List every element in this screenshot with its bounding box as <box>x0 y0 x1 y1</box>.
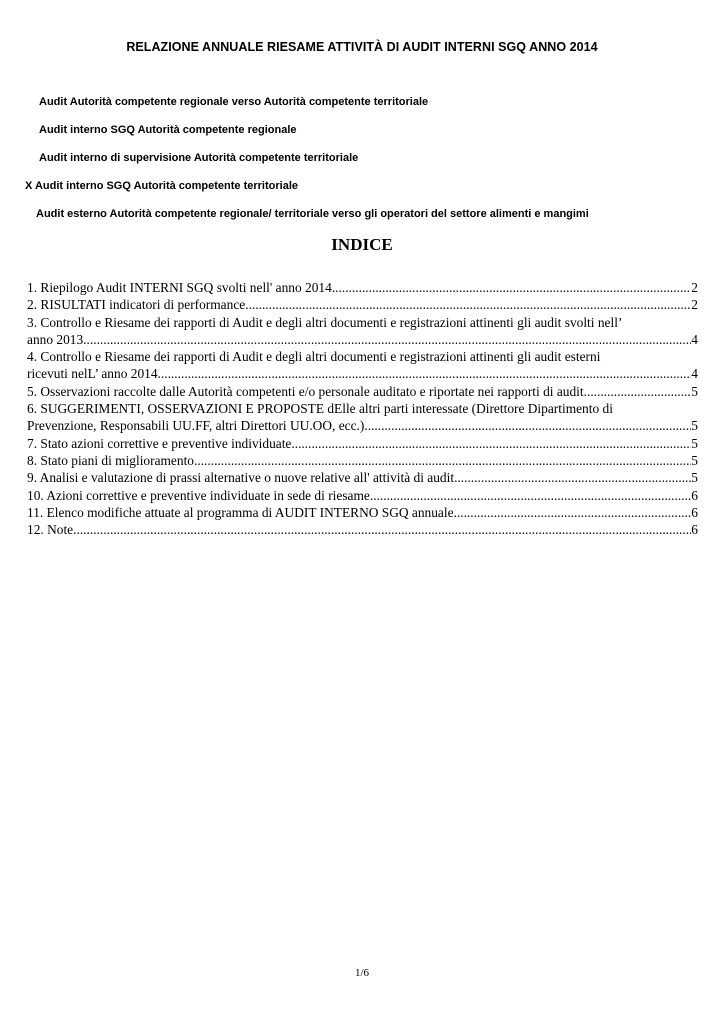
toc-entry-text: ricevuti nelL’ anno 2014 <box>27 366 158 382</box>
toc-entry-text-line1: 6. SUGGERIMENTI, OSSERVAZIONI E PROPOSTE dElle altri parti interessate (Direttore Dipartimento di <box>27 401 613 417</box>
toc-page-number: 5 <box>691 452 698 468</box>
toc-page-number: 4 <box>691 366 698 382</box>
toc-leader-dots <box>83 331 691 348</box>
toc-page-number: 2 <box>691 280 698 295</box>
toc-page-number: 5 <box>691 435 698 451</box>
toc-entry-9[interactable] <box>27 469 698 486</box>
toc-page-number: 5 <box>691 418 698 434</box>
toc-entry-4[interactable] <box>27 348 698 383</box>
toc-leader-dots <box>370 487 691 504</box>
toc-leader-dots <box>332 279 691 296</box>
toc-entry-2[interactable] <box>27 296 698 313</box>
toc-page-number: 6 <box>691 487 698 503</box>
toc-entry-text: anno 2013 <box>27 331 84 347</box>
table-of-contents <box>27 279 698 538</box>
toc-leader-dots <box>194 452 691 469</box>
page-number-footer: 1/6 <box>354 967 370 979</box>
toc-page-number: 2 <box>691 297 698 313</box>
audit-option-internal-territorial-selected: X Audit interno SGQ Autorità competente territoriale <box>25 180 298 192</box>
toc-page-number: 6 <box>691 522 698 538</box>
toc-entry-12[interactable] <box>27 521 698 538</box>
toc-entry-8[interactable] <box>27 452 698 469</box>
toc-leader-dots <box>73 521 691 538</box>
toc-page-number: 5 <box>691 383 698 399</box>
toc-entry-3[interactable] <box>27 314 698 349</box>
toc-page-number: 6 <box>691 504 698 520</box>
toc-entry-text: 7. Stato azioni correttive e preventive individuate <box>27 435 292 451</box>
document-title: RELAZIONE ANNUALE RIESAME ATTIVITÀ DI AUDIT INTERNI SGQ ANNO 2014 <box>126 40 598 54</box>
toc-entry-5[interactable] <box>27 383 698 400</box>
toc-leader-dots <box>584 383 692 400</box>
toc-entry-1[interactable] <box>27 279 698 296</box>
audit-option-external: Audit esterno Autorità competente regionale/ territoriale verso gli operatori del settore alimenti e mangimi <box>36 208 589 220</box>
toc-entry-text: 2. RISULTATI indicatori di performance <box>27 297 246 313</box>
toc-entry-text: 11. Elenco modifiche attuate al programma di AUDIT INTERNO SGQ annuale <box>27 504 454 520</box>
toc-entry-text: 9. Analisi e valutazione di prassi alternative o nuove relative all' attività di audit <box>27 470 455 486</box>
toc-entry-text: 12. Note <box>27 522 74 538</box>
toc-entry-text: Prevenzione, Responsabili UU.FF, altri Direttori UU.OO, ecc.) <box>27 418 365 434</box>
toc-leader-dots <box>364 417 691 434</box>
toc-entry-10[interactable] <box>27 487 698 504</box>
toc-entry-text: 1. Riepilogo Audit INTERNI SGQ svolti nell' anno 2014 <box>27 280 332 295</box>
toc-leader-dots <box>245 296 691 313</box>
toc-leader-dots <box>158 365 692 382</box>
toc-leader-dots <box>454 504 692 521</box>
toc-entry-text: 8. Stato piani di miglioramento <box>27 452 194 468</box>
toc-entry-text-line1: 4. Controllo e Riesame dei rapporti di Audit e degli altri documenti e registrazioni attinenti gli audit esterni <box>27 349 601 365</box>
toc-leader-dots <box>291 435 691 452</box>
audit-option-regional-vs-territorial: Audit Autorità competente regionale verso Autorità competente territoriale <box>39 96 429 108</box>
toc-page-number: 5 <box>691 470 698 486</box>
toc-entry-text: 10. Azioni correttive e preventive individuate in sede di riesame <box>27 487 370 503</box>
toc-entry-7[interactable] <box>27 435 698 452</box>
index-heading: INDICE <box>331 235 393 254</box>
toc-entry-text: 5. Osservazioni raccolte dalle Autorità competenti e/o personale auditato e riportate nei rapporti di audit <box>27 383 584 399</box>
toc-entry-6[interactable] <box>27 400 698 435</box>
audit-option-supervision-territorial: Audit interno di supervisione Autorità competente territoriale <box>39 152 359 164</box>
toc-entry-text-line1: 3. Controllo e Riesame dei rapporti di Audit e degli altri documenti e registrazioni attinenti gli audit svolti nell’ <box>27 314 623 330</box>
audit-option-internal-regional: Audit interno SGQ Autorità competente regionale <box>39 124 297 136</box>
toc-entry-11[interactable] <box>27 504 698 521</box>
toc-leader-dots <box>454 469 691 486</box>
toc-page-number: 4 <box>691 331 698 347</box>
